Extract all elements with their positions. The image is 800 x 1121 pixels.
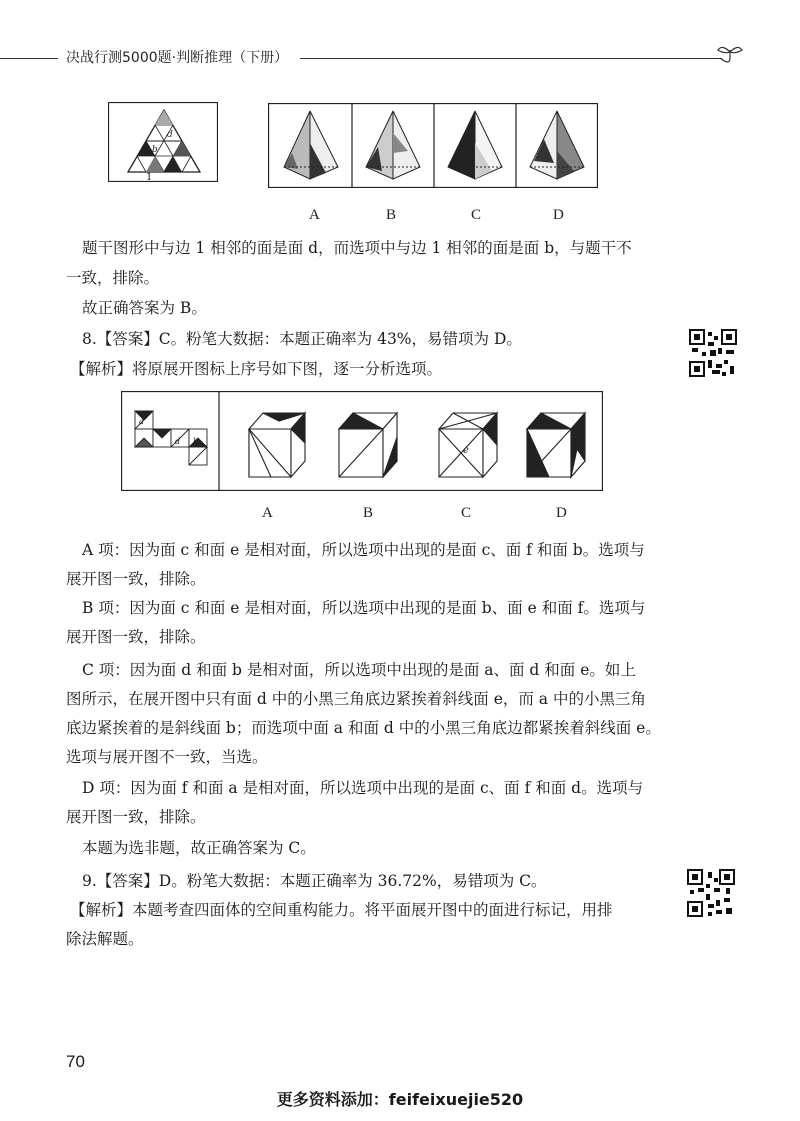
header-rule-left	[0, 58, 58, 59]
figure1-option-label: D	[553, 207, 564, 223]
qr-code-icon	[686, 868, 736, 918]
figure-tetrahedron-options	[268, 103, 598, 188]
header-rule-right	[300, 58, 722, 59]
q8-option-a-line: 展开图一致，排除。	[66, 570, 206, 588]
figure2-option-label: D	[556, 505, 567, 521]
tetra-option-a	[284, 111, 338, 179]
q9-analysis-line: 【解析】本题考查四面体的空间重构能力。将平面展开图中的面进行标记，用排	[70, 901, 613, 919]
q8-conclusion: 本题为选非题，故正确答案为 C。	[82, 839, 316, 857]
tetra-option-b	[366, 111, 420, 179]
net-face-letter: b	[152, 145, 158, 155]
tetra-option-d	[530, 111, 584, 179]
figure1-option-label: C	[471, 207, 482, 223]
figure2-option-label: A	[262, 505, 273, 521]
figure2-option-label: B	[363, 505, 374, 521]
figure1-option-label: B	[386, 207, 397, 223]
q8-option-c-line: 选项与展开图不一致，当选。	[66, 748, 268, 766]
q8-answer-line: 8.【答案】C。粉笔大数据：本题正确率为 43%，易错项为 D。	[82, 330, 522, 348]
q8-option-c-line: 图所示，在展开图中只有面 d 中的小黑三角底边紧挨着斜线面 e，而 a 中的小黑三角	[66, 690, 646, 708]
net-face-letter: b	[193, 437, 199, 446]
cube-face-letter: e	[463, 445, 469, 456]
book-title: 决战行测5000题·判断推理（下册）	[66, 50, 289, 66]
q8-option-b-line: B 项：因为面 c 和面 e 是相对面，所以选项中出现的是面 b、面 e 和面 f。选项与	[82, 599, 646, 617]
net-face-letter: a	[139, 417, 144, 426]
cube-option-b	[339, 413, 397, 477]
q8-option-d-line: 展开图一致，排除。	[66, 808, 206, 826]
figure-tetrahedron-net	[108, 102, 218, 182]
q7-text-line: 题干图形中与边 1 相邻的面是面 d，而选项中与边 1 相邻的面是面 b，与题干不	[82, 239, 632, 257]
cube-option-a	[249, 413, 305, 477]
q8-option-b-line: 展开图一致，排除。	[66, 628, 206, 646]
q9-answer-line: 9.【答案】D。粉笔大数据：本题正确率为 36.72%，易错项为 C。	[82, 872, 547, 890]
q8-option-a-line: A 项：因为面 c 和面 e 是相对面，所以选项中出现的是面 c、面 f 和面 b。选项与	[82, 541, 645, 559]
q8-option-c-line: 底边紧挨着的是斜线面 b；而选项中面 a 和面 d 中的小黑三角底边都紧挨着斜线面 e。	[66, 719, 661, 737]
q8-option-d-line: D 项：因为面 f 和面 a 是相对面，所以选项中出现的是面 c、面 f 和面 d。选项与	[82, 779, 644, 797]
q8-option-c-line: C 项：因为面 d 和面 b 是相对面，所以选项中出现的是面 a、面 d 和面 e。如上	[82, 661, 636, 679]
qr-code-icon	[688, 328, 738, 378]
figure-cube-net-and-options	[121, 391, 603, 491]
footer-note: 更多资料添加：feifeixuejie520	[276, 1090, 524, 1109]
figure2-option-label: C	[461, 505, 472, 521]
net-face-letter: d	[167, 130, 173, 140]
page-header	[0, 44, 800, 74]
q8-analysis-line: 【解析】将原展开图标上序号如下图，逐一分析选项。	[70, 360, 443, 378]
q7-text-line: 一致，排除。	[66, 269, 160, 287]
net-face-letter: d	[175, 437, 181, 446]
q9-analysis-line: 除法解题。	[66, 930, 144, 948]
net-edge-label: 1	[146, 172, 153, 182]
page-number: 70	[66, 1052, 85, 1071]
q7-conclusion: 故正确答案为 B。	[82, 299, 207, 317]
tetra-option-c	[448, 111, 502, 179]
cube-option-d	[527, 413, 585, 477]
sprout-icon	[716, 44, 744, 70]
figure1-option-label: A	[309, 207, 320, 223]
